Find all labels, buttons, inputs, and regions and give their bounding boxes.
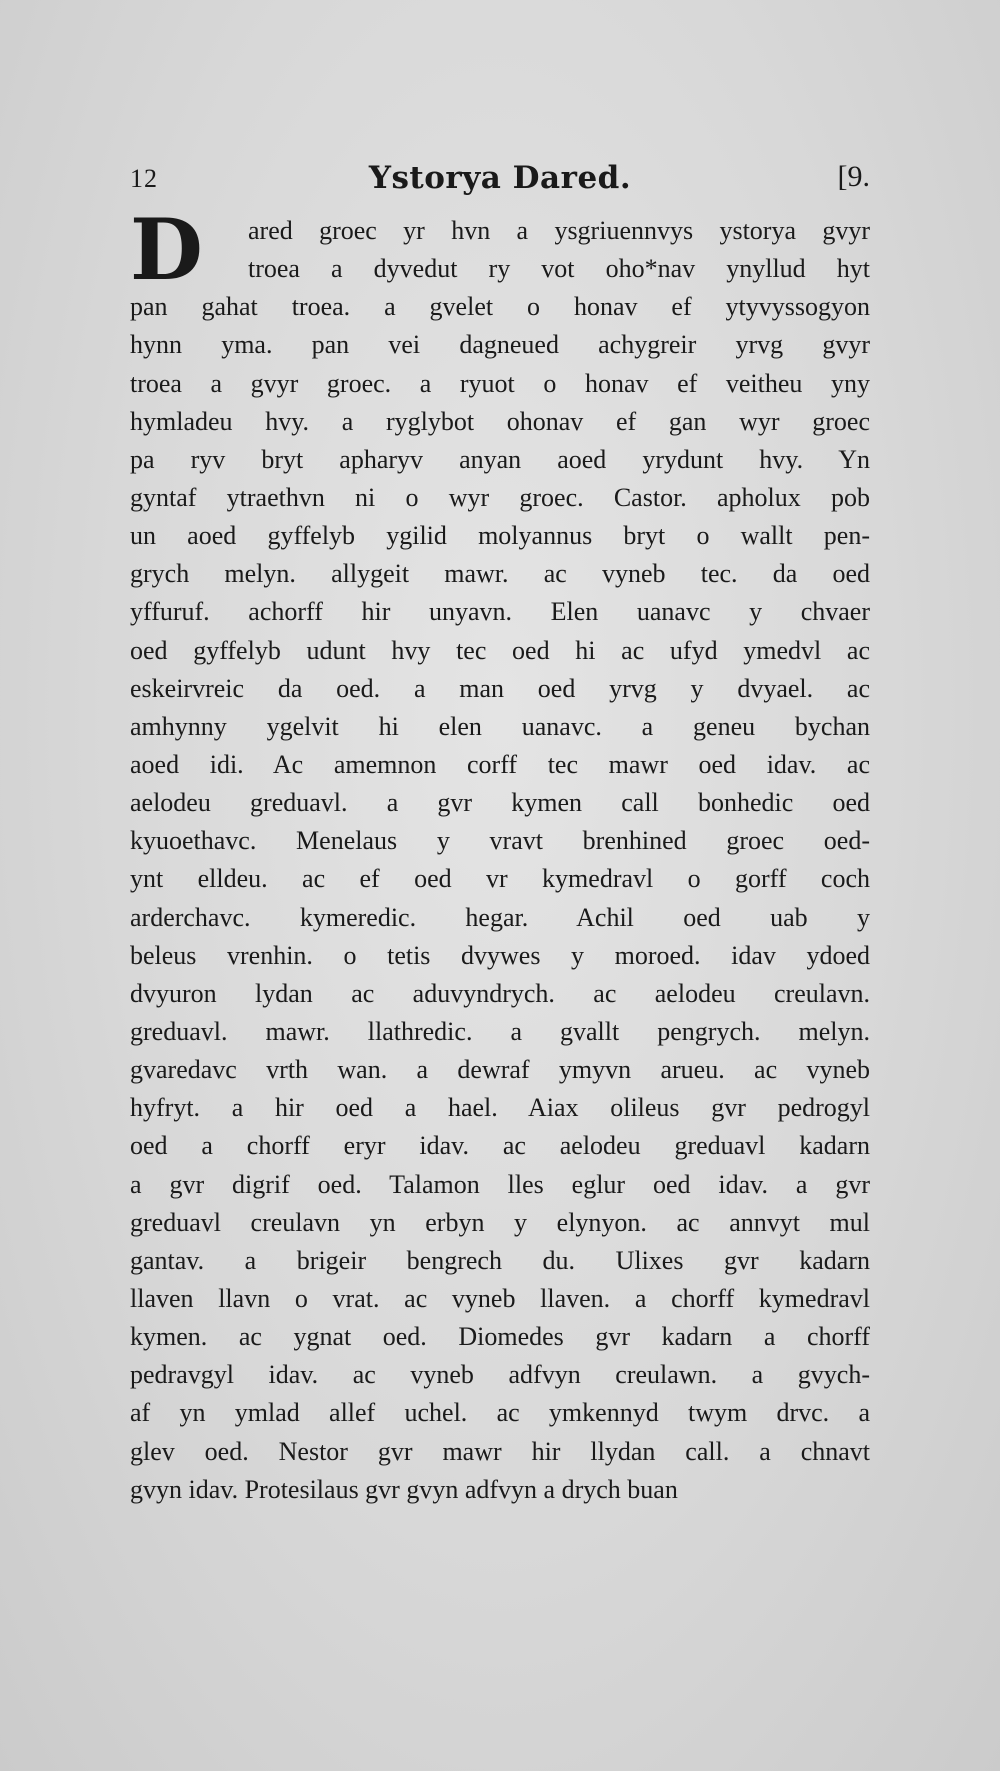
text-line: hyfryt. a hir oed a hael. Aiax olileus gvr pedrogyl: [130, 1093, 870, 1123]
text-line: pa ryv bryt apharyv anyan aoed yrydunt hvy. Yn: [130, 444, 870, 474]
text-line: aelodeu greduavl. a gvr kymen call bonhedic oed: [130, 788, 870, 818]
text-line: hynn yma. pan vei dagneued achygreir yrvg gvyr: [130, 330, 870, 360]
text-line: ynt elldeu. ac ef oed vr kymedravl o gorff coch: [130, 864, 870, 894]
text-line: eskeirvreic da oed. a man oed yrvg y dvyael. ac: [130, 673, 870, 703]
text-line: pan gahat troea. a gvelet o honav ef ytyvyssogyon: [130, 292, 870, 322]
chapter-mark: [9.: [837, 160, 870, 193]
text-line: hymladeu hvy. a ryglybot ohonav ef gan wyr groec: [130, 406, 870, 436]
text-line: dvyuron lydan ac aduvyndrych. ac aelodeu creulavn.: [130, 978, 870, 1008]
text-line: kyuoethavc. Menelaus y vravt brenhined groec oed-: [130, 826, 870, 856]
page-number: 12: [130, 164, 158, 193]
text-line: gvyn idav. Protesilaus gvr gvyn adfvyn a drych buan: [130, 1474, 678, 1504]
text-line: yffuruf. achorff hir unyavn. Elen uanavc y chvaer: [130, 597, 870, 627]
text-line: ared groec yr hvn a ysgriuennvys ystorya gvyr: [248, 216, 870, 245]
text-line: llaven llavn o vrat. ac vyneb llaven. a chorff kymedravl: [130, 1283, 870, 1313]
text-line: gantav. a brigeir bengrech du. Ulixes gvr kadarn: [130, 1245, 870, 1275]
drop-cap: D: [130, 200, 203, 299]
text-lines: [130, 212, 870, 1509]
text-line: oed a chorff eryr idav. ac aelodeu greduavl kadarn: [130, 1131, 870, 1161]
text-line: amhynny ygelvit hi elen uanavc. a geneu bychan: [130, 711, 870, 741]
text-line: aoed idi. Ac amemnon corff tec mawr oed idav. ac: [130, 749, 870, 779]
text-line: af yn ymlad allef uchel. ac ymkennyd twym drvc. a: [130, 1398, 870, 1428]
body-text: [130, 200, 870, 1509]
text-line: gvaredavc vrth wan. a dewraf ymyvn arueu. ac vyneb: [130, 1055, 870, 1085]
text-line: troea a dyvedut ry vot oho*nav ynyllud hyt: [248, 254, 870, 284]
text-line: arderchavc. kymeredic. hegar. Achil oed uab y: [130, 902, 870, 932]
text-line: oed gyffelyb udunt hvy tec oed hi ac ufyd ymedvl ac: [130, 635, 870, 665]
text-line: greduavl creulavn yn erbyn y elynyon. ac annvyt mul: [130, 1207, 870, 1237]
text-line: a gvr digrif oed. Talamon lles eglur oed idav. a gvr: [130, 1169, 870, 1199]
text-line: pedravgyl idav. ac vyneb adfvyn creulawn. a gvych-: [130, 1360, 870, 1390]
text-line: grych melyn. allygeit mawr. ac vyneb tec. da oed: [130, 559, 870, 589]
text-line: beleus vrenhin. o tetis dvywes y moroed. idav ydoed: [130, 940, 870, 970]
page-header: [130, 160, 870, 200]
running-title: Ystorya Dared.: [368, 160, 632, 196]
text-line: un aoed gyffelyb ygilid molyannus bryt o wallt pen-: [130, 521, 870, 551]
text-line: kymen. ac ygnat oed. Diomedes gvr kadarn a chorff: [130, 1322, 870, 1352]
text-line: greduavl. mawr. llathredic. a gvallt pengrych. melyn.: [130, 1016, 870, 1046]
text-line: glev oed. Nestor gvr mawr hir llydan call. a chnavt: [130, 1436, 870, 1466]
text-line: gyntaf ytraethvn ni o wyr groec. Castor. apholux pob: [130, 482, 870, 512]
text-line: troea a gvyr groec. a ryuot o honav ef veitheu yny: [130, 368, 870, 398]
